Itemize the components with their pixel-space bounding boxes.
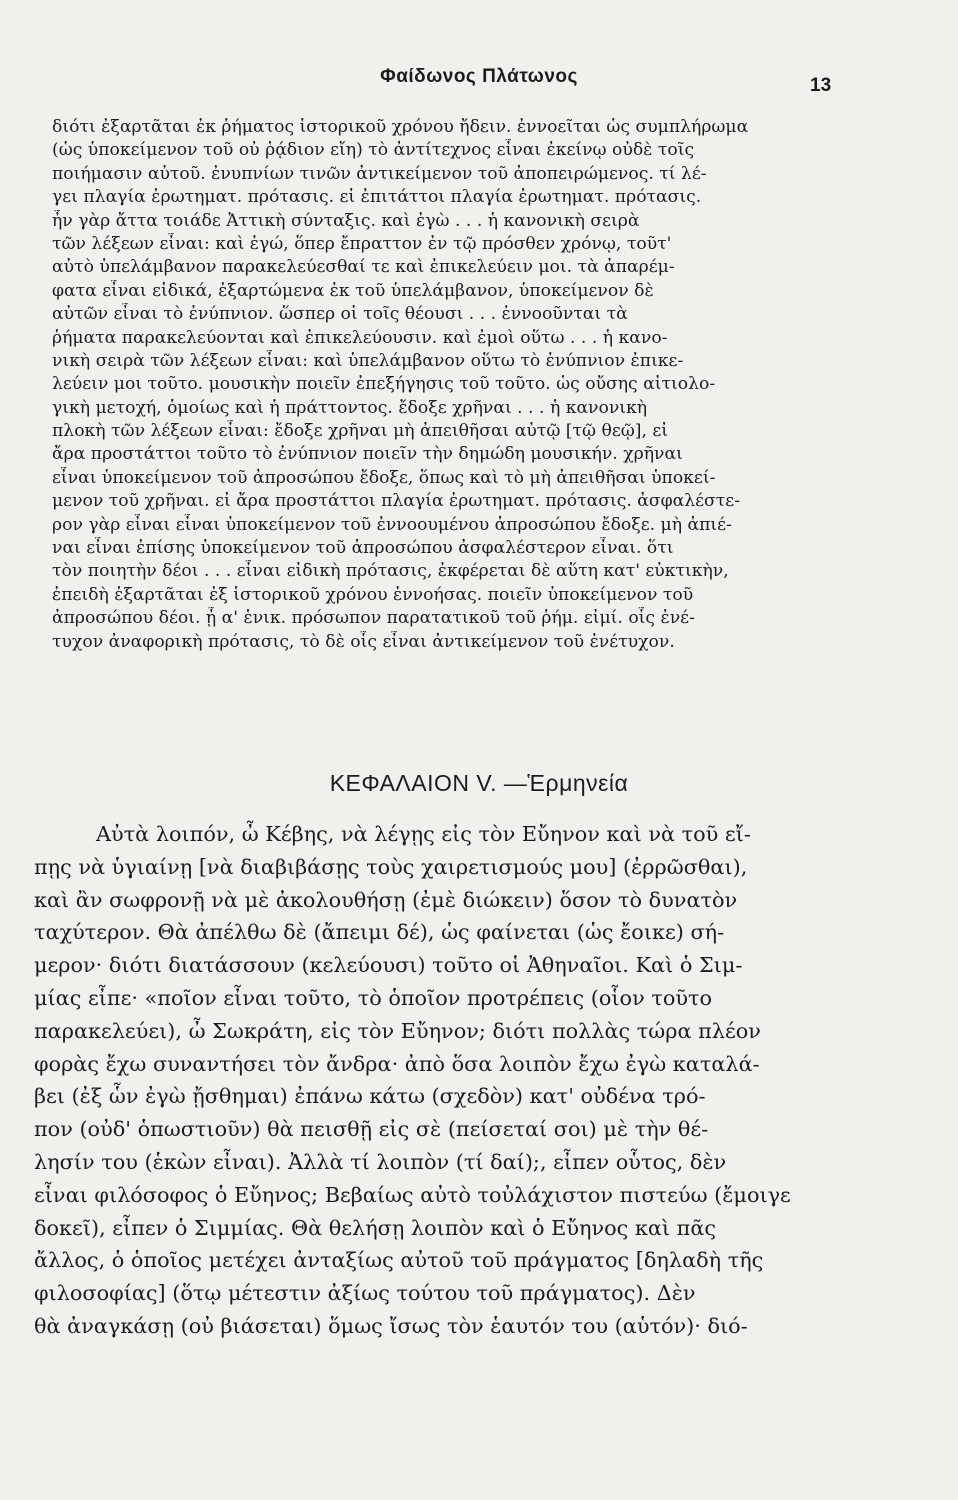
note-line: αὐτῶν εἶναι τὸ ἐνύπνιον. ὥσπερ οἱ τοῖς θέουσι . . . ἐννοοῦνται τὰ [52, 304, 628, 325]
commentary-notes [52, 116, 848, 654]
note-line: μενον τοῦ χρῆναι. εἰ ἄρα προστάττοι πλαγία ἐρωτηματ. πρότασις. ἀσφαλέστε- [52, 491, 740, 512]
translation-body [34, 818, 834, 1343]
note-line: ἄρα προστάττοι τοῦτο τὸ ἐνύπνιον ποιεῖν τὴν δημώδη μουσικήν. χρῆναι [52, 444, 683, 465]
body-line: Αὐτὰ λοιπόν, ὦ Κέβης, νὰ λέγῃς εἰς τὸν Εὔηνον καὶ νὰ τοῦ εἴ- [96, 822, 751, 846]
body-line: ἄλλος, ὁ ὁποῖος μετέχει ἀνταξίως αὐτοῦ τοῦ πράγματος [δηλαδὴ τῆς [34, 1248, 764, 1273]
note-line: ποιήμασιν αὐτοῦ. ἐνυπνίων τινῶν ἀντικείμενον τοῦ ἀποπειρώμενος. τί λέ- [52, 163, 707, 184]
body-line: λησίν του (ἑκὼν εἶναι). Ἀλλὰ τί λοιπὸν (τί δαί);, εἶπεν οὗτος, δὲν [34, 1149, 727, 1174]
body-line: φορὰς ἔχω συναντήσει τὸν ἄνδρα· ἀπὸ ὅσα λοιπὸν ἔχω ἐγὼ καταλά- [34, 1051, 760, 1076]
body-line: θὰ ἀναγκάσῃ (οὐ βιάσεται) ὅμως ἴσως τὸν ἑαυτόν του (αὑτόν)· διό- [34, 1313, 748, 1338]
note-line: γει πλαγία ἐρωτηματ. πρότασις. εἰ ἐπιτάττοι πλαγία ἐρωτηματ. πρότασις. [52, 187, 702, 208]
note-line: διότι ἐξαρτᾶται ἐκ ῥήματος ἱστορικοῦ χρόνου ἤδειν. ἐννοεῖται ὡς συμπλήρωμα [52, 117, 749, 137]
note-line: αὐτὸ ὑπελάμβανον παρακελεύεσθαί τε καὶ ἐπικελεύειν μοι. τὰ ἀπαρέμ- [52, 257, 675, 278]
note-line: ναι εἶναι ἐπίσης ὑποκείμενον τοῦ ἀπροσώπου ἀσφαλέστερον εἶναι. ὅτι [52, 538, 674, 559]
body-line: πον (οὐδ' ὁπωστιοῦν) θὰ πεισθῇ εἰς σὲ (πείσεταί σοι) μὲ τὴν θέ- [34, 1117, 709, 1142]
note-line: τυχον ἀναφορικὴ πρότασις, τὸ δὲ οἷς εἶναι ἀντικείμενον τοῦ ἐνέτυχον. [52, 631, 675, 652]
body-line: καὶ ἂν σωφρονῇ νὰ μὲ ἀκολουθήσῃ (ἐμὲ διώκειν) ὅσον τὸ δυνατὸν [34, 887, 738, 912]
note-line: τὸν ποιητὴν δέοι . . . εἶναι εἰδικὴ πρότασις, ἐκφέρεται δὲ αὕτη κατ' εὐκτικὴν, [52, 561, 729, 582]
note-line: ρον γὰρ εἶναι εἶναι ὑποκείμενον τοῦ ἐννοουμένου ἀπροσώπου ἔδοξε. μὴ ἀπιέ- [52, 514, 732, 535]
note-line: πλοκὴ τῶν λέξεων εἶναι: ἔδοξε χρῆναι μὴ ἀπειθῆσαι αὐτῷ [τῷ θεῷ], εἰ [52, 421, 669, 442]
chapter-heading: ΚΕΦΑΛΑΙΟΝ V. —Ἑρμηνεία [329, 770, 629, 796]
note-line: λεύειν μοι τοῦτο. μουσικὴν ποιεῖν ἐπεξήγησις τοῦ τοῦτο. ὡς οὔσης αἰτιολο- [52, 374, 716, 395]
body-line: εἶναι φιλόσοφος ὁ Εὔηνος; Βεβαίως αὐτὸ τοὐλάχιστον πιστεύω (ἔμοιγε [34, 1182, 791, 1207]
body-line: ταχύτερον. Θὰ ἀπέλθω δὲ (ἄπειμι δέ), ὡς φαίνεται (ὡς ἔοικε) σή- [34, 920, 725, 945]
note-line: γικὴ μετοχή, ὁμοίως καὶ ἡ πράττοντος. ἔδοξε χρῆναι . . . ἡ κανονικὴ [52, 397, 648, 418]
note-line: τῶν λέξεων εἶναι: καὶ ἐγώ, ὅπερ ἔπραττον ἐν τῷ πρόσθεν χρόνῳ, τοῦτ' [52, 233, 672, 254]
body-line: φιλοσοφίας] (ὅτῳ μέτεστιν ἀξίως τούτου τοῦ πράγματος). Δὲν [34, 1281, 696, 1306]
note-line: νικὴ σειρὰ τῶν λέξεων εἶναι: καὶ ὑπελάμβανον οὕτω τὸ ἐνύπνιον ἐπικε- [52, 350, 684, 371]
body-line: βει (ἐξ ὧν ἐγὼ ᾔσθημαι) ἐπάνω κάτω (σχεδὸν) κατ' οὐδένα τρό- [34, 1084, 706, 1109]
body-line: μίας εἶπε· «ποῖον εἶναι τοῦτο, τὸ ὁποῖον προτρέπεις (οἷον τοῦτο [34, 985, 713, 1010]
note-line: ἐπειδὴ ἐξαρτᾶται ἐξ ἱστορικοῦ χρόνου ἐννοήσας. ποιεῖν ὑποκείμενον τοῦ [52, 584, 694, 605]
note-line: ἀπροσώπου δέοι. ᾖ α' ἑνικ. πρόσωπον παρατατικοῦ τοῦ ῥήμ. εἰμί. οἷς ἐνέ- [52, 608, 695, 629]
running-title: Φαίδωνος Πλάτωνος [380, 66, 578, 87]
note-line: ῥήματα παρακελεύονται καὶ ἐπικελεύουσιν. καὶ ἐμοὶ οὕτω . . . ἡ κανο- [52, 327, 668, 348]
note-line: (ὡς ὑποκείμενον τοῦ οὐ ῥᾴδιον εἴη) τὸ ἀντίτεχνος εἶναι ἐκείνῳ οὐδὲ τοῖς [52, 140, 695, 161]
body-line: πῃς νὰ ὑγιαίνῃ [νὰ διαβιβάσῃς τοὺς χαιρετισμούς μου] (ἐρρῶσθαι), [34, 854, 748, 879]
note-line: εἶναι ὑποκείμενον τοῦ ἀπροσώπου ἔδοξε, ὅπως καὶ τὸ μὴ ἀπειθῆσαι ὑποκεί- [52, 467, 716, 488]
body-line: δοκεῖ), εἶπεν ὁ Σιμμίας. Θὰ θελήσῃ λοιπὸν καὶ ὁ Εὔηνος καὶ πᾶς [34, 1215, 717, 1240]
page-number: 13 [810, 75, 832, 96]
note-line: φατα εἶναι εἰδικά, ἐξαρτώμενα ἐκ τοῦ ὑπελάμβανον, ὑποκείμενον δὲ [52, 280, 654, 301]
body-line: μερον· διότι διατάσσουν (κελεύουσι) τοῦτο οἱ Ἀθηναῖοι. Καὶ ὁ Σιμ- [34, 953, 743, 978]
note-line: ἦν γὰρ ἄττα τοιάδε Ἀττικὴ σύνταξις. καὶ ἐγὼ . . . ἡ κανονικὴ σειρὰ [52, 210, 640, 231]
body-line: παρακελεύει), ὦ Σωκράτη, εἰς τὸν Εὔηνον; διότι πολλὰς τώρα πλέον [34, 1018, 761, 1043]
